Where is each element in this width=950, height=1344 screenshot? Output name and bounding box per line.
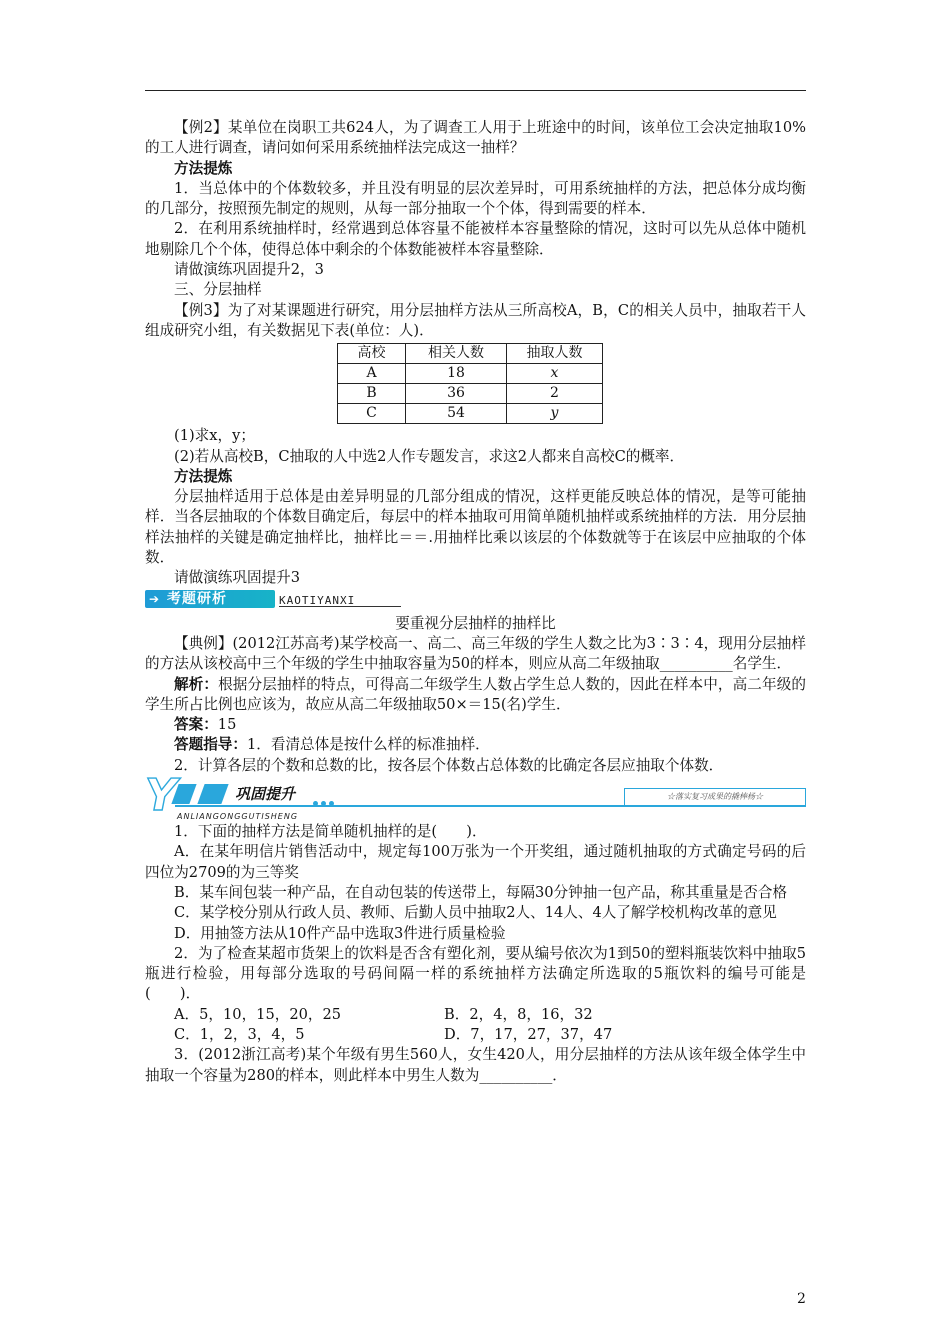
banner-subtitle: ANLIANGONGGUTISHENG bbox=[177, 812, 299, 822]
guide-text: 2．计算各层的个数和总数的比，按各层个体数占总体数的比确定各层应抽取个体数． bbox=[174, 756, 724, 774]
arrow-icon: ➔ bbox=[149, 591, 160, 606]
banner-letter-icon: Y bbox=[145, 770, 177, 822]
method-title: 方法提炼 bbox=[174, 467, 233, 485]
option: B．某车间包装一种产品，在自动包装的传送带上，每隔30分钟抽一包产品，称其重量是否合格 bbox=[174, 883, 788, 901]
dots-icon bbox=[313, 792, 343, 798]
banner-decoration bbox=[197, 784, 228, 804]
example-label: 【典例】 bbox=[174, 634, 233, 652]
method-title: 方法提炼 bbox=[174, 159, 233, 177]
table-row bbox=[338, 404, 603, 424]
table-header-row bbox=[338, 344, 603, 364]
option-row bbox=[145, 1025, 806, 1045]
example-3 bbox=[145, 301, 806, 342]
answer-text: 15 bbox=[217, 716, 237, 734]
option: D．7，17，27，37，47 bbox=[444, 1025, 613, 1043]
table-cell: B bbox=[338, 384, 406, 404]
table-header-cell: 高校 bbox=[338, 344, 406, 364]
answer bbox=[145, 715, 806, 735]
question-part: (1)求x，y； bbox=[174, 427, 255, 445]
typical-example bbox=[145, 634, 806, 675]
practice-note: 请做演练巩固提升3 bbox=[174, 569, 301, 587]
page-number: 2 bbox=[797, 1291, 806, 1307]
guide-text: 1．看清总体是按什么样的标准抽样． bbox=[246, 736, 490, 754]
table-cell: 2 bbox=[507, 384, 603, 404]
example-text: (2012江苏高考)某学校高一、高二、高三年级的学生人数之比为3∶3∶4，现用分层抽样的方法从该校高中三个年级的学生中抽取容量为50的样本，则应从高二年级抽取__________名学生． bbox=[145, 634, 806, 673]
option: C．某学校分别从行政人员、教师、后勤人员中抽取2人、14人、4人了解学校机构改革的意见 bbox=[174, 904, 777, 922]
option: A．在某年明信片销售活动中，规定每100万张为一个开奖组，通过随机抽取的方式确定号码的后四位为2709的为三等奖 bbox=[145, 843, 806, 881]
question: 3．(2012浙江高考)某个年级有男生560人，女生420人，用分层抽样的方法从该年级全体学生中抽取一个容量为280的样本，则此样本中男生人数为__________． bbox=[145, 1046, 806, 1084]
banner-slogan: ☆落实复习成果的撬棒杨☆ bbox=[624, 788, 806, 806]
practice-note: 请做演练巩固提升2，3 bbox=[174, 261, 324, 279]
data-table bbox=[337, 343, 603, 424]
section-heading: 三、分层抽样 bbox=[174, 281, 262, 299]
option: C．1，2，3，4，5 bbox=[174, 1025, 305, 1043]
banner-title: 考题研析 bbox=[167, 590, 227, 607]
table-cell: x bbox=[507, 364, 603, 384]
table-cell: A bbox=[338, 364, 406, 384]
table-header-cell: 抽取人数 bbox=[507, 344, 603, 364]
table-cell: y bbox=[507, 404, 603, 424]
answer-label: 答案： bbox=[174, 716, 218, 734]
guide-label: 答题指导： bbox=[174, 736, 247, 754]
banner-title: 巩固提升 bbox=[235, 785, 296, 804]
header-rule bbox=[145, 90, 806, 91]
analysis bbox=[145, 675, 806, 716]
banner-subtitle: KAOTIYANXI bbox=[279, 593, 356, 607]
question: 1．下面的抽样方法是简单随机抽样的是( )． bbox=[174, 823, 487, 841]
method-paragraph: 1．当总体中的个体数较多，并且没有明显的层次差异时，可用系统抽样的方法，把总体分成均衡的几部分，按照预先制定的规则，从每一部分抽取一个个体，得到需要的样本． bbox=[145, 179, 806, 218]
question: 2．为了检查某超市货架上的饮料是否含有塑化剂，要从编号依次为1到50的塑料瓶装饮料中抽取5瓶进行检验，用每部分选取的号码间隔一样的系统抽样方法确定所选取的5瓶饮料的编号可能是( )． bbox=[145, 944, 806, 1003]
table-cell: 36 bbox=[406, 384, 507, 404]
banner-rule bbox=[279, 606, 401, 607]
consolidation-banner bbox=[145, 770, 806, 822]
option: B．2，4，8，16，32 bbox=[444, 1005, 593, 1023]
analysis-text: 根据分层抽样的特点，可得高二年级学生人数占学生总人数的，因此在样本中，高二年级的学生所占比例也应该为，故应从高二年级抽取50×＝15(名)学生． bbox=[145, 675, 806, 713]
table-cell: 54 bbox=[406, 404, 507, 424]
option-row bbox=[145, 1005, 806, 1025]
option: D．用抽签方法从10件产品中选取3件进行质量检验 bbox=[174, 924, 506, 942]
example-label: 【例3】 bbox=[174, 301, 228, 319]
method-paragraph: 分层抽样适用于总体是由差异明显的几部分组成的情况，这样更能反映总体的情况，是等可能抽样．当各层抽取的个体数目确定后，每层中的样本抽取可用简单随机抽样或系统抽样的方法．用分层抽样法抽样的关键是确定抽样比，抽样比＝＝.用抽样比乘以该层的个体数就等于在该层中应抽取的个体数． bbox=[145, 488, 806, 567]
guide bbox=[145, 735, 806, 755]
page-content bbox=[145, 118, 806, 1086]
table-row bbox=[338, 364, 603, 384]
example-text: 为了对某课题进行研究，用分层抽样方法从三所高校A，B，C的相关人员中，抽取若干人组成研究小组，有关数据见下表(单位：人)． bbox=[145, 301, 806, 339]
example-label: 【例2】 bbox=[174, 119, 228, 136]
table-header-cell: 相关人数 bbox=[406, 344, 507, 364]
example-text: 某单位在岗职工共624人，为了调查工人用于上班途中的时间，该单位工会决定抽取10%的工人进行调查，请问如何采用系统抽样法完成这一抽样？ bbox=[145, 119, 806, 157]
example-2 bbox=[145, 118, 806, 159]
exam-analysis-banner bbox=[145, 589, 806, 611]
question-part: (2)若从高校B，C抽取的人中选2人作专题发言，求这2人都来自高校C的概率． bbox=[174, 447, 685, 465]
analysis-label: 解析： bbox=[174, 675, 219, 693]
table-cell: C bbox=[338, 404, 406, 424]
option: A．5，10，15，20，25 bbox=[174, 1005, 342, 1023]
table-cell: 18 bbox=[406, 364, 507, 384]
method-paragraph: 2．在利用系统抽样时，经常遇到总体容量不能被样本容量整除的情况，这时可以先从总体中随机地剔除几个个体，使得总体中剩余的个体数能被样本容量整除． bbox=[145, 220, 806, 258]
topic-title: 要重视分层抽样的抽样比 bbox=[395, 614, 556, 632]
table-row bbox=[338, 384, 603, 404]
